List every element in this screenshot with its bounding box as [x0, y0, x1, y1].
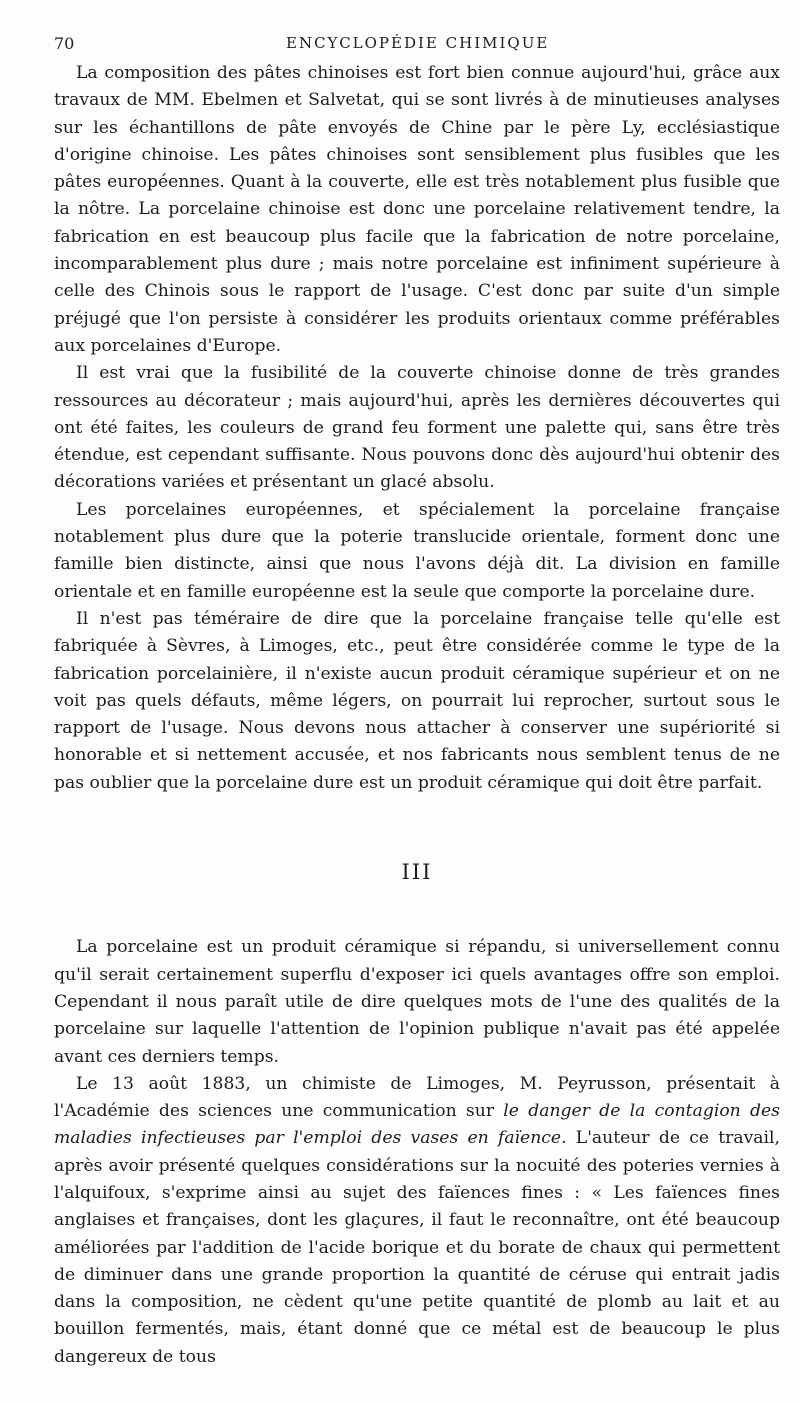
- paragraph-text: . L'auteur de ce travail, après avoir présenté quelques considérations sur la nocuité des poteries vernies à l'alquifoux, s'exprime ainsi au sujet des faïences fines : « Les faïences fines anglaises et françaises, dont les glaçures, il faut le reconnaître, ont été beaucoup améliorées par l'addition de l'acide borique et du borate de chaux qui permettent de diminuer dans une grande proportion la quantité de céruse qui entrait jadis dans la composition, ne cèdent qu'une petite quantité de plomb au lait et au bouillon fermentés, mais, étant donné que ce métal est de beaucoup le plus dangereux de tous: [54, 1128, 780, 1367]
- paragraph: Il est vrai que la fusibilité de la couverte chinoise donne de très grandes ressources au décorateur ; mais aujourd'hui, après les dernières découvertes qui ont été faites, les couleurs de grand feu forment une palette qui, sans être très étendue, est cependant suffisante. Nous pouvons donc dès aujourd'hui obtenir des décorations variées et présentant un glacé absolu.: [54, 363, 780, 493]
- section-heading: III: [401, 860, 433, 885]
- page-number: 70: [54, 34, 75, 53]
- paragraph: Les porcelaines européennes, et spécialement la porcelaine française notablement plus dure que la poterie translucide orientale, forment donc une famille bien distincte, ainsi que nous l'avons déjà dit. La division en famille orientale et en famille européenne est la seule que comporte la porcelaine dure.: [54, 499, 780, 602]
- paragraph-text: Le 13 août 1883, un chimiste de Limoges, M. Peyrusson, présentait à l'Académie des sciences une communication sur: [54, 1073, 780, 1122]
- paragraph: [54, 1071, 780, 1371]
- paragraph: Il n'est pas téméraire de dire que la porcelaine française telle qu'elle est fabriquée à Sèvres, à Limoges, etc., peut être considérée comme le type de la fabrication porcelainière, il n'existe aucun produit céramique supérieur et on ne voit pas quels défauts, même légers, on pourrait lui reprocher, surtout sous le rapport de l'usage. Nous devons nous attacher à conserver une supériorité si honorable et si nettement accusée, et nos fabricants nous semblent tenus de ne pas oublier que la porcelaine dure est un produit céramique qui doit être parfait.: [54, 608, 780, 793]
- paragraph: La porcelaine est un produit céramique si répandu, si universellement connu qu'il serait certainement superflu d'exposer ici quels avantages offre son emploi. Cependant il nous paraît utile de dire quelques mots de l'une des qualités de la porcelaine sur laquelle l'attention de l'opinion publique n'avait pas été appelée avant ces derniers temps.: [54, 937, 780, 1067]
- running-header: [54, 32, 780, 60]
- body-text: [54, 60, 780, 1371]
- running-title: ENCYCLOPÉDIE CHIMIQUE: [286, 34, 550, 52]
- paragraph: La composition des pâtes chinoises est fort bien connue aujourd'hui, grâce aux travaux de MM. Ebelmen et Salvetat, qui se sont livrés à de minutieuses analyses sur les échantillons de pâte envoyés de Chine par le père Ly, ecclésiastique d'origine chinoise. Les pâtes chinoises sont sensiblement plus fusibles que les pâtes européennes. Quant à la couverte, elle est très notablement plus fusible que la nôtre. La porcelaine chinoise est donc une porcelaine relativement tendre, la fabrication en est beaucoup plus facile que la fabrication de notre porcelaine, incomparablement plus dure ; mais notre porcelaine est infiniment supérieure à celle des Chinois sous le rapport de l'usage. C'est donc par suite d'un simple préjugé que l'on persiste à considérer les produits orientaux comme préférables aux porcelaines d'Europe.: [54, 63, 780, 356]
- italic-title: le danger de la contagion des maladies infectieuses par l'emploi des vases en faïence: [54, 1101, 780, 1149]
